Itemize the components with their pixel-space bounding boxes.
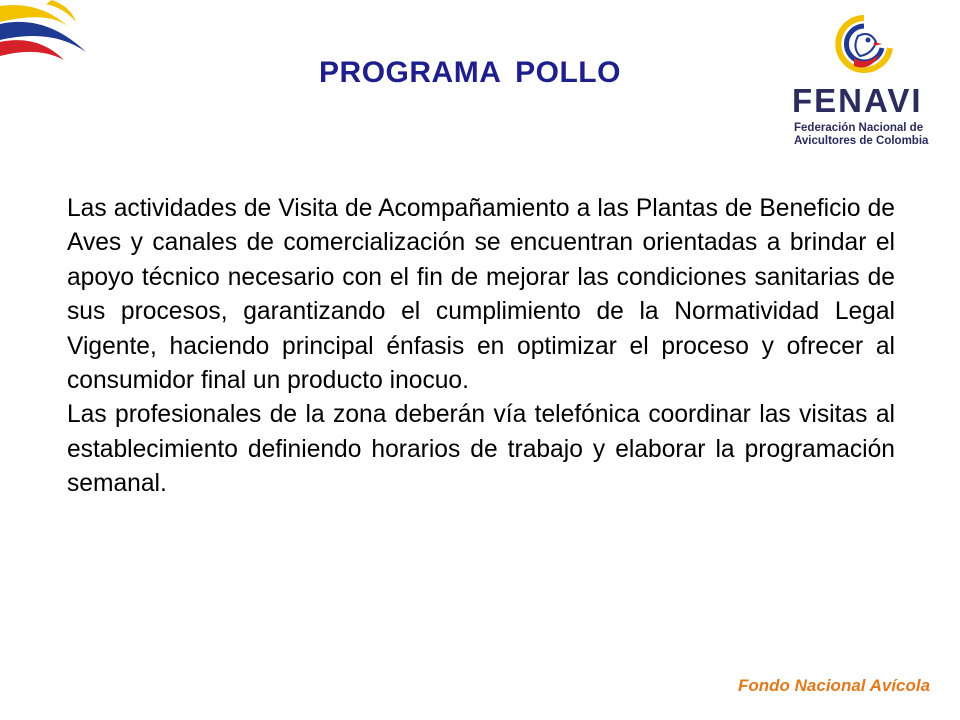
body-paragraph-2: Las profesionales de la zona deberán vía telefónica coordinar las visitas al establecimiento definiendo horarios de trabajo y elaborar la programación semanal. (67, 401, 895, 498)
fenavi-tagline-line1: Federación Nacional de (794, 122, 924, 134)
fenavi-emblem-icon (834, 14, 894, 82)
fenavi-wordmark: FENAVI (792, 82, 923, 119)
fenavi-tagline (794, 122, 940, 148)
fenavi-tagline-line2: Avicultores de Colombia (794, 135, 929, 147)
fenavi-logo (788, 14, 938, 154)
footer-fondo-nacional: Fondo Nacional Avícola (738, 676, 931, 695)
slide-title: PROGRAMA POLLO (319, 56, 621, 89)
body-paragraph-1: Las actividades de Visita de Acompañamiento a las Plantas de Beneficio de Aves y canales de comercialización se encuentran orientadas a brindar el apoyo técnico necesario con el fin de mejorar las condiciones sanitarias de sus procesos, garantizando el cumplimiento de la Normatividad Legal Vigente, haciendo principal énfasis en optimizar el proceso y ofrecer al consumidor final un producto inocuo. (67, 195, 895, 395)
slide-body (67, 192, 895, 502)
